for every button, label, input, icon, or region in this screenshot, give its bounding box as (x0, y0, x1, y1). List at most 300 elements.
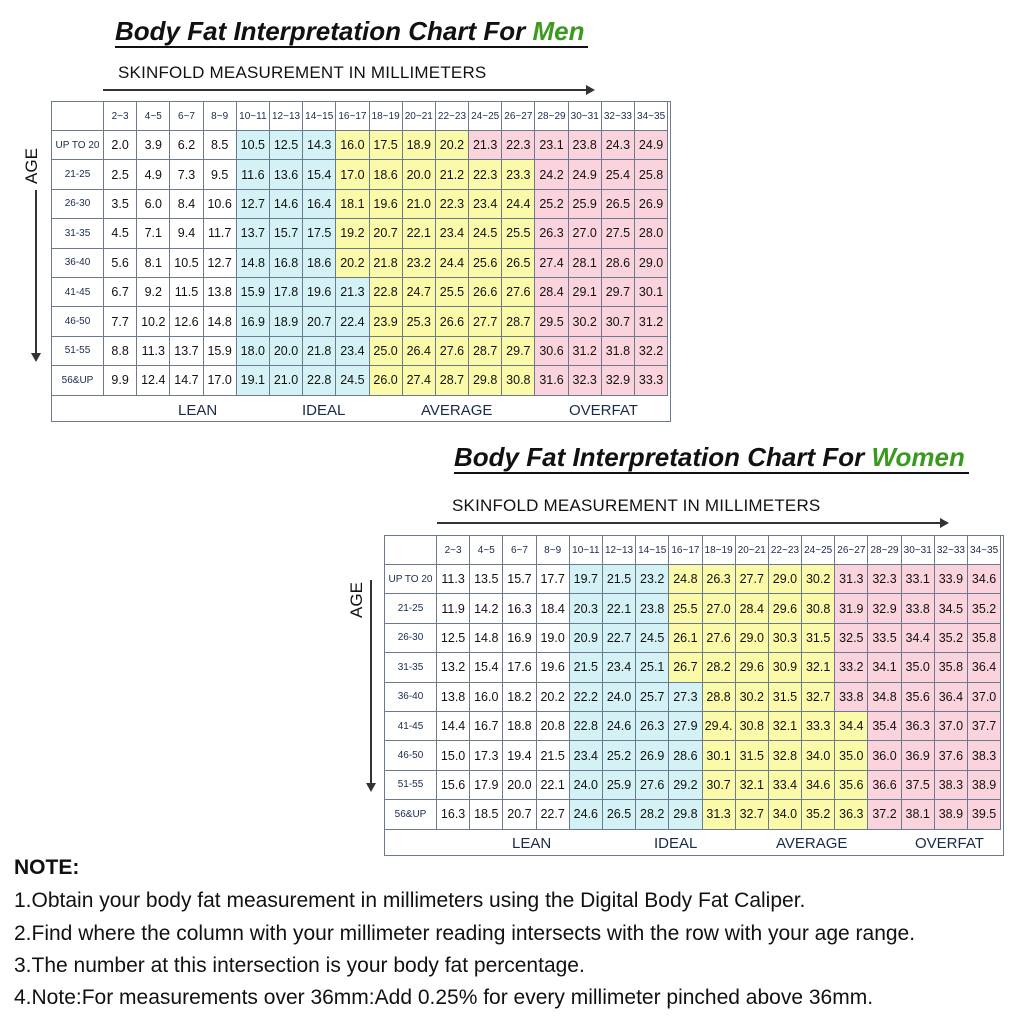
body-fat-value: 23.4 (602, 653, 635, 682)
table-row (385, 594, 1001, 623)
body-fat-value: 21.0 (269, 366, 302, 395)
column-header: 2~3 (104, 102, 137, 131)
body-fat-value: 35.2 (802, 800, 835, 829)
body-fat-value: 35.4 (868, 711, 901, 740)
body-fat-value: 34.6 (968, 565, 1001, 594)
column-header: 22~23 (435, 102, 468, 131)
body-fat-value: 19.6 (369, 189, 402, 218)
body-fat-value: 24.0 (602, 682, 635, 711)
body-fat-value: 14.6 (269, 189, 302, 218)
body-fat-value: 31.2 (568, 336, 601, 365)
age-range-cell: 21-25 (385, 594, 437, 623)
body-fat-value: 33.8 (901, 594, 934, 623)
body-fat-value: 20.3 (569, 594, 602, 623)
body-fat-value: 27.6 (702, 623, 735, 652)
body-fat-value: 8.5 (203, 131, 236, 160)
body-fat-value: 26.5 (602, 800, 635, 829)
body-fat-value: 38.9 (968, 770, 1001, 799)
body-fat-value: 20.2 (336, 248, 369, 277)
body-fat-value: 9.4 (170, 219, 203, 248)
body-fat-value: 12.7 (203, 248, 236, 277)
body-fat-value: 7.7 (104, 307, 137, 336)
body-fat-value: 17.5 (369, 131, 402, 160)
note-line-3: 3.The number at this intersection is your body fat percentage. (14, 954, 585, 977)
body-fat-value: 13.5 (470, 565, 503, 594)
body-fat-value: 30.3 (768, 623, 801, 652)
body-fat-value: 35.6 (901, 682, 934, 711)
table-row (52, 277, 668, 306)
column-header: 20~21 (402, 102, 435, 131)
age-range-cell: UP TO 20 (52, 131, 104, 160)
body-fat-value: 24.9 (635, 131, 668, 160)
body-fat-value: 7.3 (170, 160, 203, 189)
body-fat-value: 32.2 (635, 336, 668, 365)
body-fat-value: 33.3 (802, 711, 835, 740)
age-range-cell: 26-30 (52, 189, 104, 218)
women-age-label: AGE (346, 582, 366, 618)
body-fat-value: 17.0 (336, 160, 369, 189)
body-fat-value: 35.2 (968, 594, 1001, 623)
body-fat-value: 21.8 (303, 336, 336, 365)
men-zone-ideal: IDEAL (302, 402, 346, 419)
table-row (52, 307, 668, 336)
body-fat-value: 17.9 (470, 770, 503, 799)
note-line-4: 4.Note:For measurements over 36mm:Add 0.25% for every millimeter pinched above 36mm. (14, 986, 874, 1009)
body-fat-value: 21.3 (336, 277, 369, 306)
body-fat-value: 18.5 (470, 800, 503, 829)
body-fat-value: 15.6 (437, 770, 470, 799)
body-fat-value: 16.8 (269, 248, 302, 277)
body-fat-value: 19.2 (336, 219, 369, 248)
body-fat-value: 30.6 (535, 336, 568, 365)
note-line-2: 2.Find where the column with your millimeter reading intersects with the row with your age range. (14, 922, 916, 945)
column-header: 12~13 (269, 102, 302, 131)
body-fat-value: 32.1 (802, 653, 835, 682)
column-header: 26~27 (502, 102, 535, 131)
age-range-cell: 41-45 (385, 711, 437, 740)
men-skinfold-label: SKINFOLD MEASUREMENT IN MILLIMETERS (118, 63, 487, 82)
body-fat-value: 6.0 (137, 189, 170, 218)
column-header: 10~11 (236, 102, 269, 131)
column-header: 18~19 (702, 536, 735, 565)
body-fat-value: 32.7 (735, 800, 768, 829)
body-fat-value: 17.5 (303, 219, 336, 248)
body-fat-value: 28.7 (435, 366, 468, 395)
body-fat-value: 23.9 (369, 307, 402, 336)
body-fat-value: 10.6 (203, 189, 236, 218)
men-title-highlight: Men (532, 16, 585, 46)
body-fat-value: 26.3 (535, 219, 568, 248)
column-header: 6~7 (170, 102, 203, 131)
body-fat-value: 24.0 (569, 770, 602, 799)
table-row (52, 336, 668, 365)
body-fat-value: 29.5 (535, 307, 568, 336)
body-fat-value: 25.7 (636, 682, 669, 711)
column-header: 12~13 (602, 536, 635, 565)
body-fat-value: 29.0 (635, 248, 668, 277)
body-fat-value: 31.9 (835, 594, 868, 623)
body-fat-value: 24.3 (601, 131, 634, 160)
body-fat-value: 28.1 (568, 248, 601, 277)
body-fat-value: 29.8 (469, 366, 502, 395)
body-fat-value: 23.4 (469, 189, 502, 218)
body-fat-value: 20.0 (503, 770, 536, 799)
column-header: 32~33 (934, 536, 967, 565)
body-fat-value: 34.1 (868, 653, 901, 682)
men-age-label: AGE (21, 148, 41, 184)
age-range-cell: 31-35 (385, 653, 437, 682)
body-fat-value: 25.6 (469, 248, 502, 277)
body-fat-value: 32.3 (868, 565, 901, 594)
body-fat-value: 25.2 (535, 189, 568, 218)
body-fat-value: 27.9 (669, 711, 702, 740)
body-fat-value: 24.5 (336, 366, 369, 395)
body-fat-value: 24.8 (669, 565, 702, 594)
body-fat-value: 27.7 (735, 565, 768, 594)
body-fat-value: 4.9 (137, 160, 170, 189)
table-row (385, 741, 1001, 770)
column-header: 26~27 (835, 536, 868, 565)
body-fat-value: 34.5 (934, 594, 967, 623)
body-fat-value: 11.7 (203, 219, 236, 248)
body-fat-value: 25.0 (369, 336, 402, 365)
body-fat-value: 30.9 (768, 653, 801, 682)
table-row (52, 189, 668, 218)
body-fat-value: 24.5 (469, 219, 502, 248)
body-fat-value: 6.7 (104, 277, 137, 306)
body-fat-value: 22.4 (336, 307, 369, 336)
body-fat-value: 38.1 (901, 800, 934, 829)
body-fat-value: 26.5 (601, 189, 634, 218)
men-zone-lean: LEAN (178, 402, 218, 419)
body-fat-value: 30.7 (601, 307, 634, 336)
body-fat-value: 23.4 (435, 219, 468, 248)
body-fat-value: 30.2 (568, 307, 601, 336)
body-fat-value: 15.9 (203, 336, 236, 365)
body-fat-value: 25.5 (502, 219, 535, 248)
body-fat-value: 17.0 (203, 366, 236, 395)
body-fat-value: 36.0 (868, 741, 901, 770)
column-header: 6~7 (503, 536, 536, 565)
body-fat-value: 30.2 (735, 682, 768, 711)
body-fat-value: 20.2 (536, 682, 569, 711)
body-fat-value: 19.4 (503, 741, 536, 770)
body-fat-value: 13.8 (437, 682, 470, 711)
column-header: 34~35 (635, 102, 668, 131)
column-header: 4~5 (137, 102, 170, 131)
age-range-cell: 26-30 (385, 623, 437, 652)
column-header: 24~25 (469, 102, 502, 131)
column-header: 16~17 (336, 102, 369, 131)
women-table (384, 535, 1001, 830)
body-fat-value: 3.5 (104, 189, 137, 218)
body-fat-value: 15.4 (303, 160, 336, 189)
body-fat-value: 19.0 (536, 623, 569, 652)
men-age-arrow (35, 190, 37, 360)
column-header: 28~29 (868, 536, 901, 565)
body-fat-value: 31.5 (735, 741, 768, 770)
body-fat-value: 35.8 (968, 623, 1001, 652)
body-fat-value: 29.1 (568, 277, 601, 306)
body-fat-value: 29.2 (669, 770, 702, 799)
body-fat-value: 13.7 (236, 219, 269, 248)
body-fat-value: 17.3 (470, 741, 503, 770)
body-fat-value: 14.8 (236, 248, 269, 277)
body-fat-value: 25.2 (602, 741, 635, 770)
age-range-cell: 46-50 (385, 741, 437, 770)
body-fat-value: 21.3 (469, 131, 502, 160)
column-header: 14~15 (303, 102, 336, 131)
men-title-prefix: Body Fat Interpretation Chart For (115, 16, 533, 46)
body-fat-value: 23.8 (568, 131, 601, 160)
column-header: 24~25 (802, 536, 835, 565)
body-fat-value: 36.9 (901, 741, 934, 770)
body-fat-value: 14.8 (203, 307, 236, 336)
men-zone-average: AVERAGE (421, 402, 493, 419)
body-fat-value: 34.0 (768, 800, 801, 829)
body-fat-value: 21.5 (569, 653, 602, 682)
body-fat-value: 11.3 (437, 565, 470, 594)
body-fat-value: 26.9 (636, 741, 669, 770)
body-fat-value: 33.2 (835, 653, 868, 682)
body-fat-value: 27.0 (568, 219, 601, 248)
body-fat-value: 18.4 (536, 594, 569, 623)
body-fat-value: 35.6 (835, 770, 868, 799)
age-range-cell: 36-40 (385, 682, 437, 711)
body-fat-value: 27.7 (469, 307, 502, 336)
body-fat-value: 23.2 (402, 248, 435, 277)
body-fat-value: 35.8 (934, 653, 967, 682)
body-fat-value: 24.6 (569, 800, 602, 829)
body-fat-value: 5.6 (104, 248, 137, 277)
body-fat-value: 29.0 (735, 623, 768, 652)
body-fat-value: 16.9 (503, 623, 536, 652)
body-fat-value: 37.0 (968, 682, 1001, 711)
table-row (385, 565, 1001, 594)
body-fat-value: 26.7 (669, 653, 702, 682)
body-fat-value: 28.4 (735, 594, 768, 623)
column-header: 30~31 (901, 536, 934, 565)
body-fat-value: 24.6 (602, 711, 635, 740)
body-fat-value: 31.3 (835, 565, 868, 594)
body-fat-value: 36.3 (835, 800, 868, 829)
body-fat-value: 37.6 (934, 741, 967, 770)
age-range-cell: 51-55 (52, 336, 104, 365)
body-fat-value: 14.7 (170, 366, 203, 395)
body-fat-value: 28.8 (702, 682, 735, 711)
women-zone-overfat: OVERFAT (915, 835, 984, 852)
body-fat-value: 20.8 (536, 711, 569, 740)
body-fat-value: 18.6 (369, 160, 402, 189)
body-fat-value: 33.3 (635, 366, 668, 395)
age-range-cell: 51-55 (385, 770, 437, 799)
body-fat-value: 26.5 (502, 248, 535, 277)
age-range-cell: 31-35 (52, 219, 104, 248)
age-range-cell: 56&UP (385, 800, 437, 829)
body-fat-value: 23.3 (502, 160, 535, 189)
body-fat-value: 20.7 (303, 307, 336, 336)
men-chart-title (115, 16, 588, 48)
body-fat-value: 16.4 (303, 189, 336, 218)
body-fat-value: 30.8 (735, 711, 768, 740)
table-row (385, 800, 1001, 829)
body-fat-value: 15.4 (470, 653, 503, 682)
age-range-cell: 36-40 (52, 248, 104, 277)
body-fat-value: 31.2 (635, 307, 668, 336)
column-header: 2~3 (437, 536, 470, 565)
body-fat-value: 32.1 (768, 711, 801, 740)
body-fat-value: 23.8 (636, 594, 669, 623)
body-fat-value: 16.0 (470, 682, 503, 711)
body-fat-value: 22.1 (536, 770, 569, 799)
body-fat-value: 16.7 (470, 711, 503, 740)
column-header: 14~15 (636, 536, 669, 565)
column-header: 22~23 (768, 536, 801, 565)
body-fat-value: 22.7 (602, 623, 635, 652)
body-fat-value: 17.6 (503, 653, 536, 682)
body-fat-value: 37.2 (868, 800, 901, 829)
body-fat-value: 24.9 (568, 160, 601, 189)
body-fat-value: 31.8 (601, 336, 634, 365)
women-title-highlight: Women (871, 442, 965, 472)
body-fat-value: 32.9 (601, 366, 634, 395)
body-fat-value: 26.0 (369, 366, 402, 395)
body-fat-value: 15.7 (503, 565, 536, 594)
body-fat-value: 19.7 (569, 565, 602, 594)
body-fat-value: 19.6 (536, 653, 569, 682)
body-fat-value: 30.1 (635, 277, 668, 306)
body-fat-value: 21.5 (536, 741, 569, 770)
women-zone-ideal: IDEAL (654, 835, 698, 852)
body-fat-value: 14.4 (437, 711, 470, 740)
column-header: 8~9 (203, 102, 236, 131)
body-fat-value: 32.9 (868, 594, 901, 623)
body-fat-value: 24.4 (435, 248, 468, 277)
body-fat-value: 25.8 (635, 160, 668, 189)
body-fat-value: 28.4 (535, 277, 568, 306)
table-row (52, 219, 668, 248)
body-fat-value: 39.5 (968, 800, 1001, 829)
body-fat-value: 32.8 (768, 741, 801, 770)
body-fat-value: 22.1 (602, 594, 635, 623)
age-range-cell: UP TO 20 (385, 565, 437, 594)
body-fat-value: 26.1 (669, 623, 702, 652)
body-fat-value: 17.8 (269, 277, 302, 306)
body-fat-value: 12.5 (437, 623, 470, 652)
body-fat-value: 18.2 (503, 682, 536, 711)
body-fat-value: 26.6 (435, 307, 468, 336)
body-fat-value: 23.4 (569, 741, 602, 770)
table-row (385, 653, 1001, 682)
body-fat-value: 13.8 (203, 277, 236, 306)
body-fat-value: 18.6 (303, 248, 336, 277)
body-fat-value: 10.5 (170, 248, 203, 277)
body-fat-value: 31.3 (702, 800, 735, 829)
column-header: 10~11 (569, 536, 602, 565)
body-fat-value: 32.1 (735, 770, 768, 799)
body-fat-value: 22.3 (435, 189, 468, 218)
body-fat-value: 27.3 (669, 682, 702, 711)
body-fat-value: 26.4 (402, 336, 435, 365)
body-fat-value: 29.6 (735, 653, 768, 682)
body-fat-value: 27.6 (636, 770, 669, 799)
body-fat-value: 29.4. (702, 711, 735, 740)
table-row (52, 248, 668, 277)
body-fat-value: 25.1 (636, 653, 669, 682)
column-header: 8~9 (536, 536, 569, 565)
body-fat-value: 31.6 (535, 366, 568, 395)
table-row (385, 770, 1001, 799)
body-fat-value: 14.2 (470, 594, 503, 623)
body-fat-value: 12.6 (170, 307, 203, 336)
body-fat-value: 21.2 (435, 160, 468, 189)
body-fat-value: 21.8 (369, 248, 402, 277)
women-skinfold-arrow (437, 522, 947, 524)
body-fat-value: 27.0 (702, 594, 735, 623)
body-fat-value: 30.8 (502, 366, 535, 395)
body-fat-value: 4.5 (104, 219, 137, 248)
body-fat-value: 26.9 (635, 189, 668, 218)
body-fat-value: 27.6 (435, 336, 468, 365)
body-fat-value: 30.2 (802, 565, 835, 594)
body-fat-value: 20.0 (402, 160, 435, 189)
body-fat-value: 20.7 (503, 800, 536, 829)
men-zone-overfat: OVERFAT (569, 402, 638, 419)
age-range-cell: 21-25 (52, 160, 104, 189)
body-fat-value: 21.0 (402, 189, 435, 218)
body-fat-value: 3.9 (137, 131, 170, 160)
body-fat-value: 34.6 (802, 770, 835, 799)
table-row (52, 131, 668, 160)
body-fat-value: 37.7 (968, 711, 1001, 740)
body-fat-value: 18.9 (402, 131, 435, 160)
body-fat-value: 21.5 (602, 565, 635, 594)
men-skinfold-arrow (103, 89, 593, 91)
body-fat-value: 32.7 (802, 682, 835, 711)
body-fat-value: 33.4 (768, 770, 801, 799)
body-fat-value: 15.9 (236, 277, 269, 306)
column-header: 20~21 (735, 536, 768, 565)
body-fat-value: 28.2 (636, 800, 669, 829)
body-fat-value: 14.3 (303, 131, 336, 160)
body-fat-value: 16.3 (437, 800, 470, 829)
body-fat-value: 2.0 (104, 131, 137, 160)
women-chart-title (454, 442, 969, 474)
column-header: 18~19 (369, 102, 402, 131)
body-fat-value: 28.6 (601, 248, 634, 277)
body-fat-value: 29.6 (768, 594, 801, 623)
body-fat-value: 22.3 (502, 131, 535, 160)
body-fat-value: 18.9 (269, 307, 302, 336)
body-fat-value: 38.3 (934, 770, 967, 799)
body-fat-value: 27.4 (402, 366, 435, 395)
body-fat-value: 24.7 (402, 277, 435, 306)
body-fat-value: 34.0 (802, 741, 835, 770)
body-fat-value: 16.0 (336, 131, 369, 160)
body-fat-value: 15.7 (269, 219, 302, 248)
body-fat-value: 35.2 (934, 623, 967, 652)
body-fat-value: 29.7 (601, 277, 634, 306)
table-row (385, 682, 1001, 711)
body-fat-value: 29.0 (768, 565, 801, 594)
women-zone-lean: LEAN (512, 835, 552, 852)
column-header: 30~31 (568, 102, 601, 131)
body-fat-value: 14.8 (470, 623, 503, 652)
body-fat-value: 20.2 (435, 131, 468, 160)
body-fat-value: 22.8 (303, 366, 336, 395)
body-fat-value: 19.6 (303, 277, 336, 306)
table-row (52, 366, 668, 395)
